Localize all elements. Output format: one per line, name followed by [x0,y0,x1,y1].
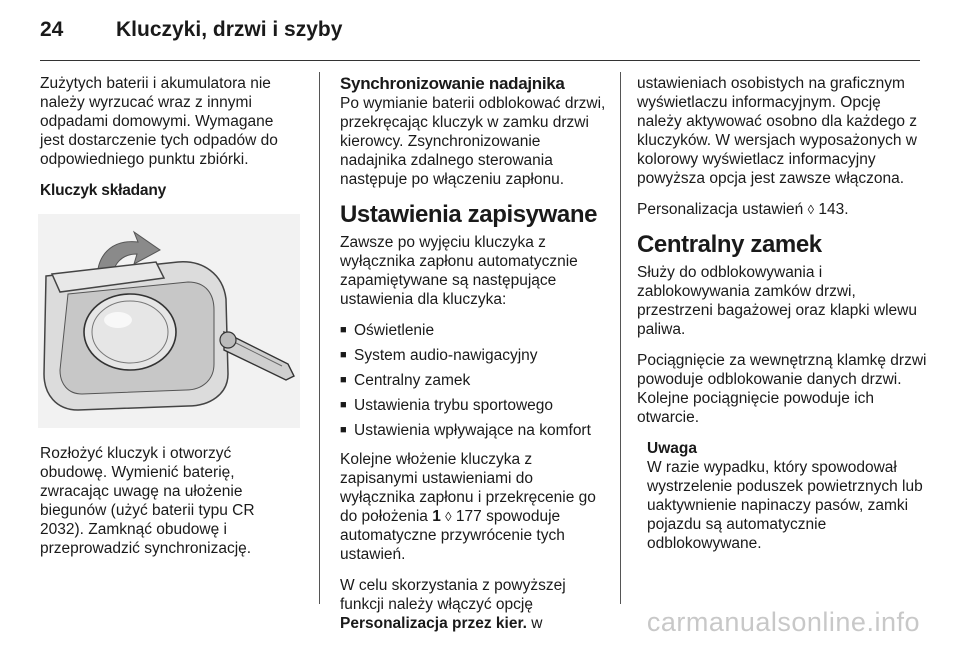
page-number: 24 [40,18,64,41]
personal-settings-paragraph: ustawieniach osobistych na graficznym wyświetlaczu informacyjnym. Opcję należy aktywować osobno dla każdego z kluczyków. W wersjach wyposażonych w kolorowy wyświetlacz informacyjny powyższa opcja jest zawsze włączona. [637,75,918,187]
folding-key-subheading: Kluczyk składany [40,182,167,199]
memorized-settings-intro: Zawsze po wyjęciu kluczyka z wyłącznika zapłonu automatycznie zapamiętywane są następujące ustawienia dla kluczyka: [340,234,578,308]
note-body: W razie wypadku, który spowodował wystrzelenie poduszek powietrznych lub uaktywnienie napinaczy pasów, zamki pojazdu są automatycznie odblokowywane. [647,459,923,552]
battery-replacement-paragraph: Rozłożyć kluczyk i otworzyć obudowę. Wymienić baterię, zwracając uwagę na ułożenie biegunów (użyć baterii typu CR 2032). Zamknąć obudowę i przeprowadzić synchronizację. [40,445,255,557]
restore-settings-paragraph [340,450,608,564]
column-divider-1 [319,72,320,604]
list-item: ■ System audio-nawigacyjny [340,346,608,365]
list-item: ■ Oświetlenie [340,321,608,340]
list-item: ■ Ustawienia wpływające na komfort [340,421,608,440]
note-title: Uwaga [647,440,697,457]
column-1 [40,74,298,570]
column-2 [340,74,608,645]
list-item: ■ Ustawienia trybu sportowego [340,396,608,415]
list-item: ■ Centralny zamek [340,371,608,390]
folding-key-battery-illustration [38,214,300,428]
personalization-text-b: w [526,615,543,632]
page-ref-arrow-icon: ◊ [807,202,815,217]
personalization-text-a: W celu skorzystania z powyższej funkcji należy włączyć opcję [340,577,566,613]
memorized-settings-list [340,321,608,440]
watermark: carmanualsonline.info [646,607,920,637]
door-handle-paragraph: Pociągnięcie za wewnętrzną klamkę drzwi powoduje odblokowanie danych drzwi. Kolejne pociągnięcie powoduje ich otwarcie. [637,352,927,426]
note-box [647,439,927,553]
column-divider-2 [620,72,621,604]
ignition-position: 1 [432,508,441,525]
chapter-title: Kluczyki, drzwi i szyby [116,18,343,41]
page-ref-arrow-icon: ◊ [445,509,452,524]
battery-disposal-paragraph: Zużytych baterii i akumulatora nie należy wyrzucać wraz z innymi odpadami domowymi. Wymagane jest dostarczenie tych odpadów do odpowiedniego punktu zbiórki. [40,75,278,168]
reference-text-b: 143. [814,201,849,218]
personalization-option: Personalizacja przez kier. [340,615,527,632]
header-rule [40,60,920,61]
memorized-settings-heading: Ustawienia zapisywane [340,201,598,228]
transmitter-sync-paragraph: Po wymianie baterii odblokować drzwi, przekręcając kluczyk w zamku drzwi kierowcy. Zsynchronizowanie nadajnika zdalnego sterowania następuje po włączeniu zapłonu. [340,95,606,188]
central-locking-heading: Centralny zamek [637,231,822,258]
column-3 [637,74,927,553]
personalization-reference [637,200,927,219]
page-header [40,18,342,48]
transmitter-sync-heading: Synchronizowanie nadajnika [340,74,565,93]
restore-text-a: Kolejne włożenie kluczyka z zapisanymi ustawieniami do wyłącznika zapłonu i przekręcenie go do położenia [340,451,596,525]
personalization-paragraph [340,576,608,633]
restore-text-b: 177 spowoduje automatyczne przywrócenie tych ustawień. [340,508,565,563]
central-locking-paragraph: Służy do odblokowywania i zablokowywania zamków drzwi, przestrzeni bagażowej oraz klapki wlewu paliwa. [637,264,917,338]
reference-text-a: Personalizacja ustawień [637,201,808,218]
